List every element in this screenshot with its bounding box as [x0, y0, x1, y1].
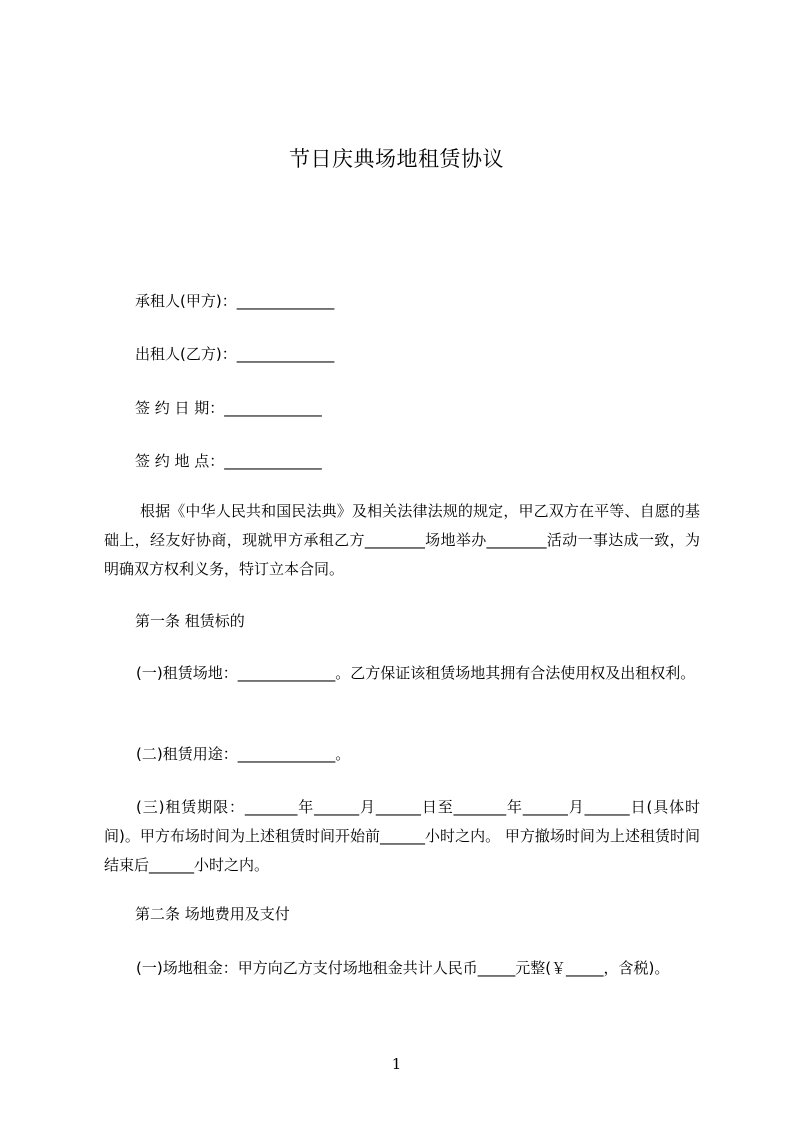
lessor-field: 出租人(乙方)：_____________ [135, 345, 335, 363]
article2-heading: 第二条 场地费用及支付 [135, 905, 290, 923]
page-title: 节日庆典场地租赁协议 [289, 147, 504, 171]
lessee-field: 承租人(甲方)：_____________ [135, 292, 335, 310]
page-number: 1 [391, 1055, 402, 1073]
preamble-paragraph: 根据《中华人民共和国民法典》及相关法律法规的规定，甲乙双方在平等、自愿的基础上，经友好协商，现就甲方承租乙方________场地举办________活动一事达成一致，为明确双方权利义务，特订立本合同。 [104, 502, 700, 578]
sign-place-field: 签 约 地 点：_____________ [135, 452, 322, 470]
sign-date-field: 签 约 日 期：_____________ [135, 399, 322, 417]
article1-heading: 第一条 租赁标的 [135, 612, 245, 630]
article1-item3: (三)租赁期限：_______年______月______日至_______年______月______日(具体时间)。甲方布场时间为上述租赁时间开始前______小时之内。 甲方撤场时间为上述租赁时间结束后______小时之内。 [104, 798, 700, 874]
article1-item2: (二)租赁用途：_____________。 [136, 745, 351, 763]
article2-item1: (一)场地租金：甲方向乙方支付场地租金共计人民币_____元整(￥_____，含税)。 [136, 959, 670, 977]
article1-item1: (一)租赁场地：_____________。乙方保证该租赁场地其拥有合法使用权及出租权利。 [136, 664, 696, 682]
